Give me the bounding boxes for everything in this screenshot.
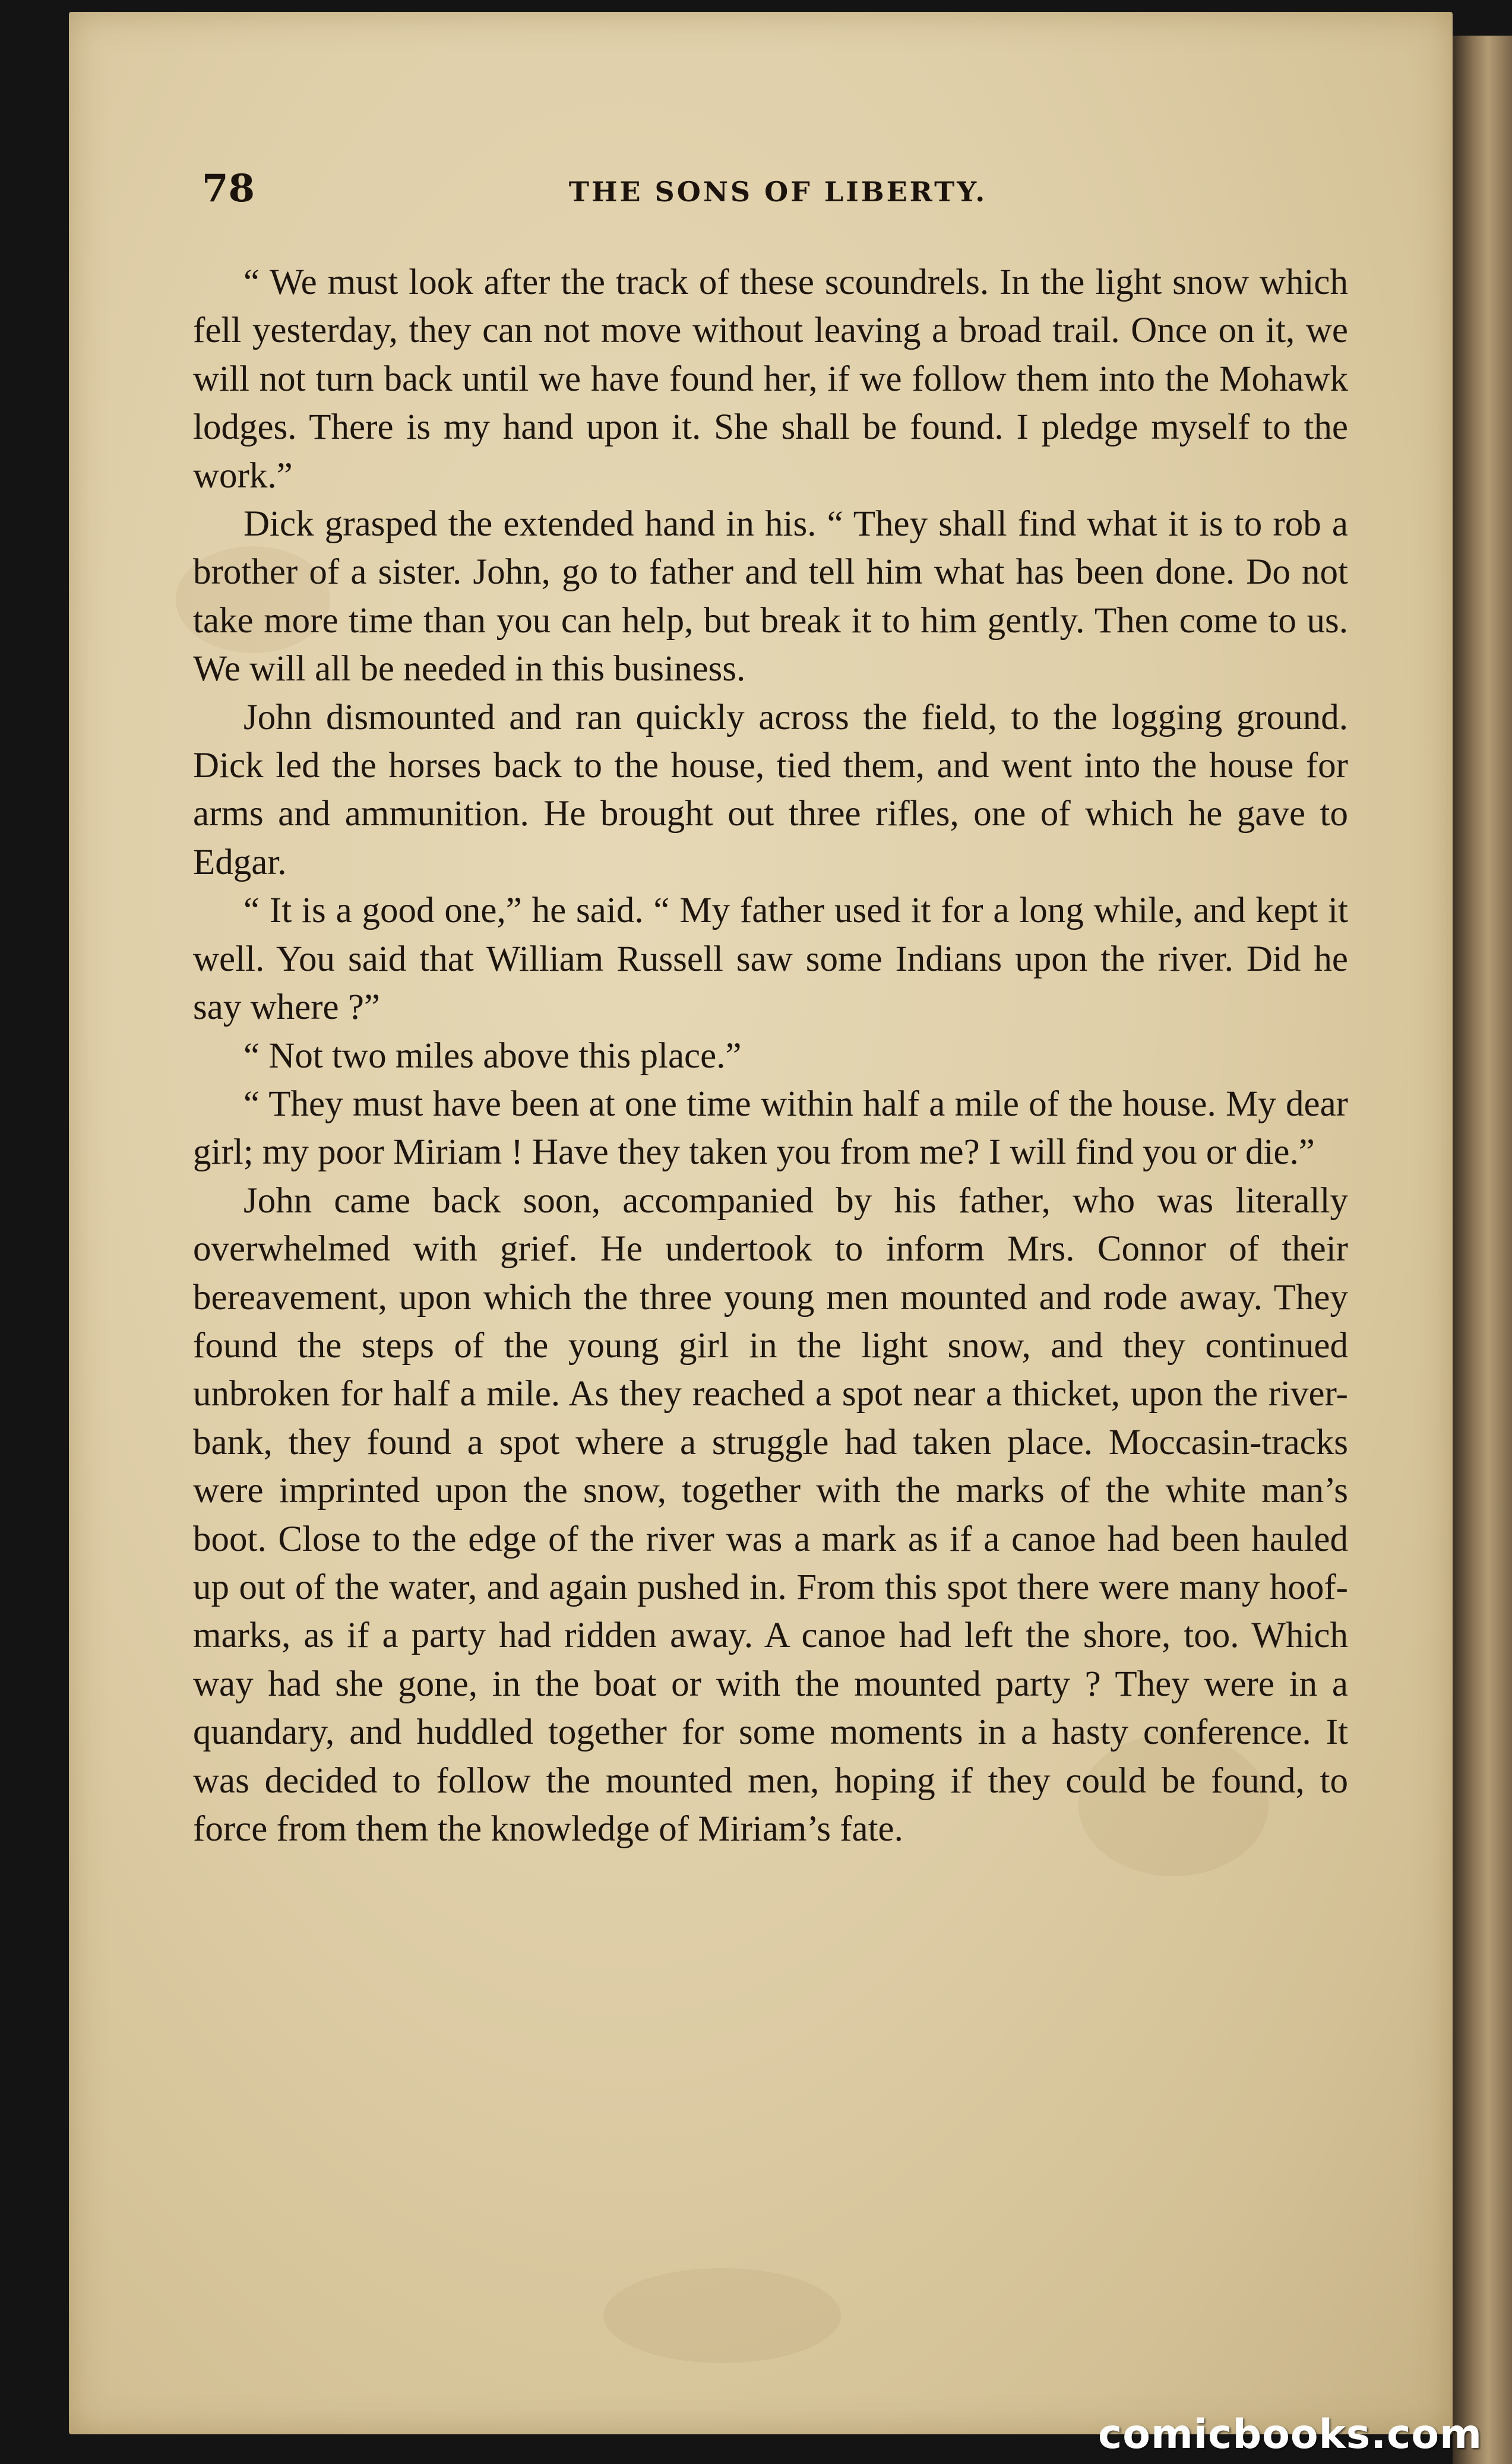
body-text [193,258,1348,1853]
paragraph: “ They must have been at one time within half a mile of the house. My dear girl; my poor Miriam ! Have they taken you from me? I will find you or die.” [193,1084,1348,1173]
paragraph: John came back soon, accompanied by his father, who was literally overwhelmed with grief. He undertook to inform Mrs. Connor of their bereavement, upon which the three young men mounted and rode away. They found the steps of the young girl in the light snow, and they continued unbroken for half a mile. As they reached a spot near a thicket, upon the river-bank, they found a spot where a struggle had taken place. Moccasin-tracks were imprinted upon the snow, together with the marks of the white man’s boot. Close to the edge of the river was a mark as if a canoe had been hauled up out of the water, and again pushed in. From this spot there were many hoof-marks, as if a party had ridden away. A canoe had left the shore, too. Which way had she gone, in the boat or with the mounted party ? They were in a quandary, and huddled together for some moments in a hasty conference. It was decided to follow the mounted men, hoping if they could be found, to force from them the knowledge of Miriam’s fate. [193,1180,1348,1849]
paragraph: John dismounted and ran quickly across the field, to the logging ground. Dick led the horses back to the house, tied them, and went into the house for arms and ammunition. He brought out three rifles, one of which he gave to Edgar. [193,697,1348,882]
running-title: THE SONS OF LIBERTY. [568,176,988,208]
paragraph: “ Not two miles above this place.” [243,1035,742,1076]
book-spine [1453,36,1512,2464]
paper-stain [603,2268,841,2363]
paragraph: “ It is a good one,” he said. “ My father used it for a long while, and kept it well. You said that William Russell saw some Indians upon the river. Did he say where ?” [193,891,1348,1028]
watermark: comicbooks.com [1097,2411,1482,2458]
paragraph: “ We must look after the track of these scoundrels. In the light snow which fell yesterday, they can not move without leaving a broad trail. Once on it, we will not turn back until we have found her, if we follow them into the Mohawk lodges. There is my hand upon it. She shall be found. I pledge myself to the work.” [193,262,1348,496]
page-number: 78 [202,166,255,211]
page-header [202,160,1354,226]
paragraph: Dick grasped the extended hand in his. “ They shall find what it is to rob a brother of a sister. John, go to father and tell him what has been done. Do not take more time than you can help, but break it to him gently. Then come to us. We will all be needed in this business. [193,504,1348,689]
